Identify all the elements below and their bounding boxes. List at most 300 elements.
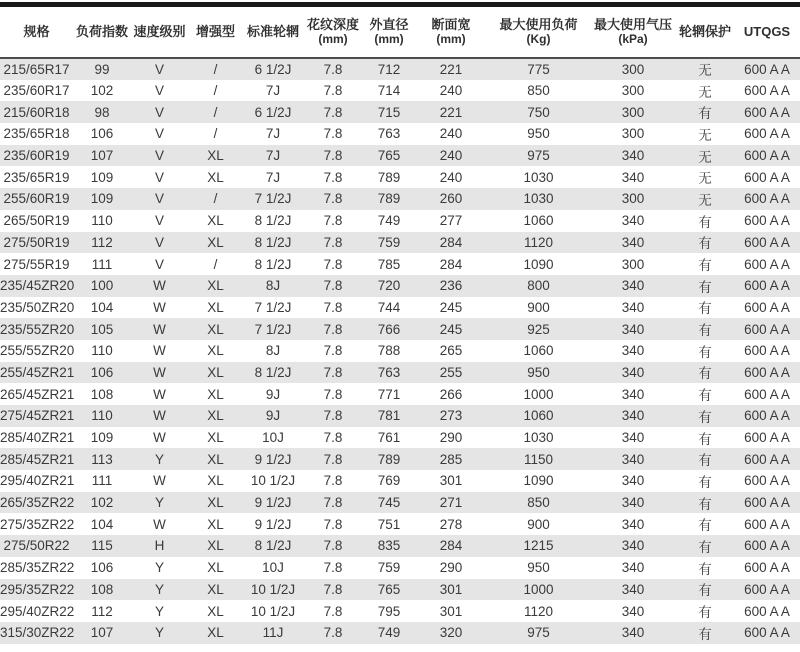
table-cell: 7.8: [323, 169, 343, 185]
table-cell: 221: [439, 61, 463, 77]
table-row: [0, 579, 800, 601]
table-cell: XL: [207, 603, 224, 619]
table-row: [0, 600, 800, 622]
table-cell: 无: [698, 149, 712, 165]
table-cell: 无: [698, 63, 712, 79]
table-cell: 有: [698, 258, 712, 274]
column-header-label: 负荷指数: [75, 23, 128, 39]
table-cell: 9 1/2J: [254, 516, 292, 532]
table-cell: 无: [698, 84, 712, 100]
table-cell: 7.8: [323, 148, 343, 164]
table-cell: XL: [207, 169, 224, 185]
table-cell: XL: [207, 299, 224, 315]
table-cell: 275/50R19: [3, 234, 70, 250]
table-cell: 255/45ZR21: [0, 364, 75, 380]
table-cell: 600 A A: [744, 126, 790, 142]
column-header-standard-rim: [243, 7, 303, 58]
table-cell: 104: [90, 516, 114, 532]
table-cell: 765: [377, 148, 401, 164]
table-cell: V: [154, 191, 164, 207]
table-cell: 8 1/2J: [254, 538, 292, 554]
table-cell: 340: [621, 213, 645, 229]
table-cell: XL: [207, 560, 224, 576]
table-cell: 273: [439, 408, 463, 424]
table-cell: 714: [377, 83, 401, 99]
table-cell: V: [154, 234, 164, 250]
table-cell: XL: [207, 278, 224, 294]
table-cell: 900: [527, 516, 550, 532]
table-cell: 277: [439, 213, 463, 229]
table-cell: 1030: [523, 169, 554, 185]
table-cell: 950: [527, 560, 550, 576]
table-cell: 235/60R19: [3, 148, 70, 164]
table-cell: XL: [207, 430, 224, 446]
table-cell: 8 1/2J: [254, 213, 292, 229]
table-cell: 235/45ZR20: [0, 278, 75, 294]
table-cell: 无: [698, 171, 712, 187]
table-cell: 600 A A: [744, 430, 790, 446]
table-cell: 340: [621, 148, 645, 164]
table-cell: 320: [439, 625, 463, 641]
table-cell: 751: [377, 516, 401, 532]
table-cell: 340: [621, 538, 645, 554]
column-header-label: 增强型: [195, 23, 235, 39]
table-cell: W: [153, 343, 166, 359]
table-cell: /: [213, 104, 218, 120]
table-cell: 107: [90, 625, 114, 641]
column-header-label: 最大使用气压: [593, 16, 672, 32]
table-cell: 300: [621, 83, 645, 99]
table-cell: 800: [527, 278, 550, 294]
table-cell: 9J: [265, 408, 281, 424]
table-cell: 340: [621, 603, 645, 619]
table-cell: 7.8: [323, 581, 343, 597]
column-header-label: 断面宽: [431, 16, 471, 32]
table-cell: 有: [698, 279, 712, 295]
table-cell: 301: [439, 581, 463, 597]
table-cell: 300: [621, 191, 645, 207]
table-cell: 284: [439, 256, 463, 272]
table-cell: 835: [377, 538, 401, 554]
table-cell: 115: [91, 538, 113, 554]
table-cell: /: [213, 126, 218, 142]
table-cell: 8J: [265, 278, 281, 294]
table-row: [0, 145, 800, 167]
table-cell: 215/60R18: [3, 104, 70, 120]
table-cell: 600 A A: [744, 364, 790, 380]
table-cell: 255/55ZR20: [0, 343, 75, 359]
table-cell: 275/35ZR22: [0, 516, 75, 532]
table-cell: 235/50ZR20: [0, 299, 75, 315]
table-cell: 759: [377, 560, 401, 576]
table-cell: 600 A A: [744, 83, 790, 99]
table-cell: XL: [207, 234, 224, 250]
table-cell: /: [213, 61, 218, 77]
table-cell: 1120: [523, 234, 554, 250]
table-cell: 有: [698, 366, 712, 382]
table-cell: 600 A A: [744, 538, 790, 554]
column-header-label: 规格: [23, 23, 50, 39]
table-cell: 340: [621, 581, 645, 597]
table-row: [0, 492, 800, 514]
table-cell: V: [154, 256, 164, 272]
column-header-label: 标准轮辋: [246, 23, 299, 39]
table-cell: 110: [91, 408, 113, 424]
table-cell: 245: [439, 321, 463, 337]
table-cell: XL: [207, 473, 224, 489]
table-cell: 有: [698, 301, 712, 317]
table-cell: 110: [91, 343, 113, 359]
table-row: [0, 557, 800, 579]
table-cell: 7.8: [323, 213, 343, 229]
table-cell: 7.8: [323, 495, 343, 511]
table-cell: W: [153, 321, 166, 337]
table-cell: 340: [621, 234, 645, 250]
table-cell: V: [154, 213, 164, 229]
column-header-tread-depth: [303, 7, 363, 58]
table-cell: 340: [621, 451, 645, 467]
table-cell: 7 1/2J: [254, 299, 292, 315]
table-cell: 789: [377, 169, 401, 185]
table-cell: 781: [377, 408, 401, 424]
column-header-spec: [0, 7, 73, 58]
table-cell: 295/35ZR22: [0, 581, 75, 597]
table-cell: 775: [527, 61, 550, 77]
table-cell: 340: [621, 386, 645, 402]
table-cell: 8 1/2J: [254, 256, 292, 272]
table-cell: 600 A A: [744, 343, 790, 359]
table-cell: 有: [698, 431, 712, 447]
table-cell: 有: [698, 561, 712, 577]
table-cell: 102: [90, 83, 114, 99]
table-cell: XL: [207, 148, 224, 164]
table-cell: 600 A A: [744, 256, 790, 272]
table-cell: 108: [90, 386, 114, 402]
table-cell: 255: [439, 364, 463, 380]
table-cell: 265/35ZR22: [0, 495, 75, 511]
column-header-unit: (mm): [318, 32, 348, 47]
table-cell: 925: [527, 321, 550, 337]
table-cell: 300: [621, 126, 645, 142]
table-cell: 600 A A: [744, 451, 790, 467]
table-cell: 236: [439, 278, 463, 294]
table-cell: 1030: [523, 191, 554, 207]
table-cell: W: [153, 473, 166, 489]
table-cell: XL: [207, 408, 224, 424]
table-cell: 11J: [262, 625, 284, 641]
table-cell: 7.8: [323, 408, 343, 424]
table-cell: 235/65R18: [3, 126, 70, 142]
table-cell: 750: [527, 104, 550, 120]
table-cell: 107: [90, 148, 114, 164]
table-cell: 275/55R19: [3, 256, 70, 272]
table-cell: 290: [439, 560, 463, 576]
table-cell: Y: [154, 625, 164, 641]
table-cell: 763: [377, 364, 401, 380]
table-cell: 1090: [523, 473, 554, 489]
table-cell: 有: [698, 344, 712, 360]
table-cell: 7 1/2J: [254, 191, 292, 207]
table-row: [0, 340, 800, 362]
table-cell: 340: [621, 430, 645, 446]
table-cell: 600 A A: [744, 408, 790, 424]
table-row: [0, 622, 800, 644]
table-row: [0, 232, 800, 254]
table-cell: 600 A A: [744, 495, 790, 511]
table-cell: 7.8: [323, 299, 343, 315]
table-row: [0, 297, 800, 319]
table-cell: 7J: [265, 126, 281, 142]
table-cell: 600 A A: [744, 560, 790, 576]
table-cell: 7J: [265, 148, 281, 164]
table-cell: 10 1/2J: [250, 581, 296, 597]
column-header-utqgs: [734, 7, 800, 58]
table-cell: 110: [91, 213, 113, 229]
table-cell: 8J: [265, 343, 281, 359]
table-cell: 284: [439, 234, 463, 250]
table-cell: 340: [621, 560, 645, 576]
table-cell: 111: [91, 473, 113, 489]
table-cell: 240: [439, 126, 463, 142]
table-cell: 744: [377, 299, 401, 315]
table-cell: 761: [377, 430, 401, 446]
table-cell: 300: [621, 104, 645, 120]
table-cell: 340: [621, 516, 645, 532]
table-cell: 1030: [523, 430, 554, 446]
table-cell: 850: [527, 83, 550, 99]
table-cell: 7.8: [323, 560, 343, 576]
table-cell: 266: [439, 386, 463, 402]
table-cell: 715: [377, 104, 401, 120]
table-row: [0, 123, 800, 145]
table-cell: 245: [439, 299, 463, 315]
table-cell: 600 A A: [744, 473, 790, 489]
table-cell: 有: [698, 496, 712, 512]
table-cell: 600 A A: [744, 61, 790, 77]
table-cell: 7.8: [323, 603, 343, 619]
table-cell: 285/40ZR21: [0, 430, 75, 446]
table-cell: 340: [621, 364, 645, 380]
table-cell: 7.8: [323, 126, 343, 142]
table-cell: V: [154, 169, 164, 185]
table-cell: 106: [90, 560, 114, 576]
table-cell: 10J: [262, 560, 284, 576]
table-cell: 有: [698, 236, 712, 252]
table-row: [0, 513, 800, 535]
table-cell: 7.8: [323, 278, 343, 294]
table-cell: 1000: [523, 386, 554, 402]
table-row: [0, 58, 800, 80]
table-cell: 284: [439, 538, 463, 554]
table-cell: 850: [527, 495, 550, 511]
table-cell: 600 A A: [744, 516, 790, 532]
table-cell: 6 1/2J: [254, 104, 292, 120]
table-cell: 788: [377, 343, 401, 359]
table-cell: 340: [621, 473, 645, 489]
table-cell: 7.8: [323, 451, 343, 467]
table-cell: Y: [154, 603, 164, 619]
table-cell: XL: [207, 516, 224, 532]
table-cell: 有: [698, 474, 712, 490]
column-header-unit: (mm): [374, 32, 404, 47]
table-row: [0, 470, 800, 492]
table-cell: 235/60R17: [3, 83, 70, 99]
table-cell: 有: [698, 539, 712, 555]
tire-spec-table: [0, 7, 800, 644]
table-cell: 112: [91, 234, 113, 250]
table-cell: 785: [377, 256, 401, 272]
table-cell: 98: [94, 104, 110, 120]
table-cell: 7.8: [323, 473, 343, 489]
table-row: [0, 166, 800, 188]
table-cell: 340: [621, 278, 645, 294]
table-cell: 1150: [523, 451, 554, 467]
table-cell: XL: [207, 321, 224, 337]
column-header-label: 轮辋保护: [678, 23, 731, 39]
table-cell: 8 1/2J: [254, 364, 292, 380]
table-cell: 7.8: [323, 516, 343, 532]
table-cell: 600 A A: [744, 581, 790, 597]
table-cell: 有: [698, 583, 712, 599]
table-cell: 315/30ZR22: [0, 625, 75, 641]
table-cell: 6 1/2J: [254, 61, 292, 77]
table-cell: 295/40ZR22: [0, 603, 75, 619]
table-cell: /: [213, 191, 218, 207]
table-cell: 105: [90, 321, 114, 337]
table-cell: 9J: [265, 386, 281, 402]
column-header-speed-rating: [131, 7, 188, 58]
table-cell: 106: [90, 126, 114, 142]
table-cell: 265/50R19: [3, 213, 70, 229]
table-cell: XL: [207, 625, 224, 641]
table-cell: XL: [207, 364, 224, 380]
table-cell: 10 1/2J: [250, 603, 296, 619]
column-header-section-width: [415, 7, 487, 58]
table-cell: 109: [90, 169, 114, 185]
table-cell: 340: [621, 495, 645, 511]
table-cell: 102: [90, 495, 114, 511]
table-cell: 有: [698, 453, 712, 469]
table-cell: V: [154, 126, 164, 142]
column-header-label: 最大使用负荷: [499, 16, 578, 32]
table-cell: W: [153, 516, 166, 532]
table-cell: 7.8: [323, 321, 343, 337]
table-cell: 340: [621, 408, 645, 424]
table-cell: 有: [698, 323, 712, 339]
table-row: [0, 275, 800, 297]
table-cell: 295/40ZR21: [0, 473, 75, 489]
table-cell: 285/35ZR22: [0, 560, 75, 576]
table-cell: 600 A A: [744, 213, 790, 229]
table-cell: 7.8: [323, 61, 343, 77]
table-cell: 340: [621, 169, 645, 185]
table-cell: 1060: [523, 408, 554, 424]
table-cell: W: [153, 408, 166, 424]
table-cell: 301: [439, 603, 463, 619]
table-row: [0, 188, 800, 210]
column-header-outer-diameter: [363, 7, 415, 58]
table-cell: 789: [377, 451, 401, 467]
table-cell: V: [154, 83, 164, 99]
table-cell: 278: [439, 516, 463, 532]
table-cell: 有: [698, 626, 712, 642]
table-cell: XL: [207, 343, 224, 359]
table-cell: 113: [91, 451, 113, 467]
table-cell: W: [153, 299, 166, 315]
table-cell: 7.8: [323, 386, 343, 402]
table-cell: 260: [439, 191, 463, 207]
table-row: [0, 362, 800, 384]
table-cell: 600 A A: [744, 603, 790, 619]
table-cell: 600 A A: [744, 299, 790, 315]
column-header-unit: (kPa): [618, 32, 648, 47]
table-cell: 950: [527, 126, 550, 142]
table-cell: 109: [90, 430, 114, 446]
table-cell: 无: [698, 192, 712, 208]
table-cell: 有: [698, 518, 712, 534]
table-cell: H: [154, 538, 165, 554]
table-cell: 255/60R19: [3, 191, 70, 207]
table-cell: 99: [94, 61, 110, 77]
column-header-label: 速度级别: [133, 23, 186, 39]
table-cell: 8 1/2J: [254, 234, 292, 250]
table-cell: 240: [439, 169, 463, 185]
table-body: [0, 58, 800, 644]
table-cell: 300: [621, 256, 645, 272]
table-cell: 285: [439, 451, 463, 467]
table-cell: 340: [621, 625, 645, 641]
table-cell: 300: [621, 61, 645, 77]
table-cell: 600 A A: [744, 386, 790, 402]
table-cell: 106: [90, 364, 114, 380]
table-cell: 600 A A: [744, 169, 790, 185]
table-cell: 975: [527, 625, 550, 641]
table-cell: 7.8: [323, 256, 343, 272]
table-cell: 265/45ZR21: [0, 386, 75, 402]
table-cell: 104: [90, 299, 114, 315]
column-header-unit: (mm): [436, 32, 466, 47]
table-cell: 有: [698, 214, 712, 230]
table-row: [0, 427, 800, 449]
table-cell: XL: [207, 538, 224, 554]
table-cell: V: [154, 104, 164, 120]
table-cell: 749: [377, 213, 401, 229]
column-header-reinforced: [188, 7, 243, 58]
table-cell: 10J: [262, 430, 284, 446]
table-cell: W: [153, 386, 166, 402]
table-cell: 600 A A: [744, 148, 790, 164]
table-cell: 771: [377, 386, 401, 402]
table-cell: 7.8: [323, 343, 343, 359]
table-cell: XL: [207, 581, 224, 597]
table-cell: 340: [621, 321, 645, 337]
table-cell: 749: [377, 625, 401, 641]
table-cell: 975: [527, 148, 550, 164]
table-cell: 769: [377, 473, 401, 489]
table-cell: /: [213, 256, 218, 272]
table-cell: 7J: [265, 83, 281, 99]
table-cell: 285/45ZR21: [0, 451, 75, 467]
table-cell: Y: [154, 581, 164, 597]
table-cell: 235/65R19: [3, 169, 70, 185]
table-cell: 340: [621, 299, 645, 315]
header-row: [0, 7, 800, 58]
column-header-label: 花纹深度: [306, 16, 359, 32]
table-cell: XL: [207, 451, 224, 467]
table-cell: V: [154, 61, 164, 77]
table-cell: 7.8: [323, 538, 343, 554]
table-cell: 112: [91, 603, 113, 619]
